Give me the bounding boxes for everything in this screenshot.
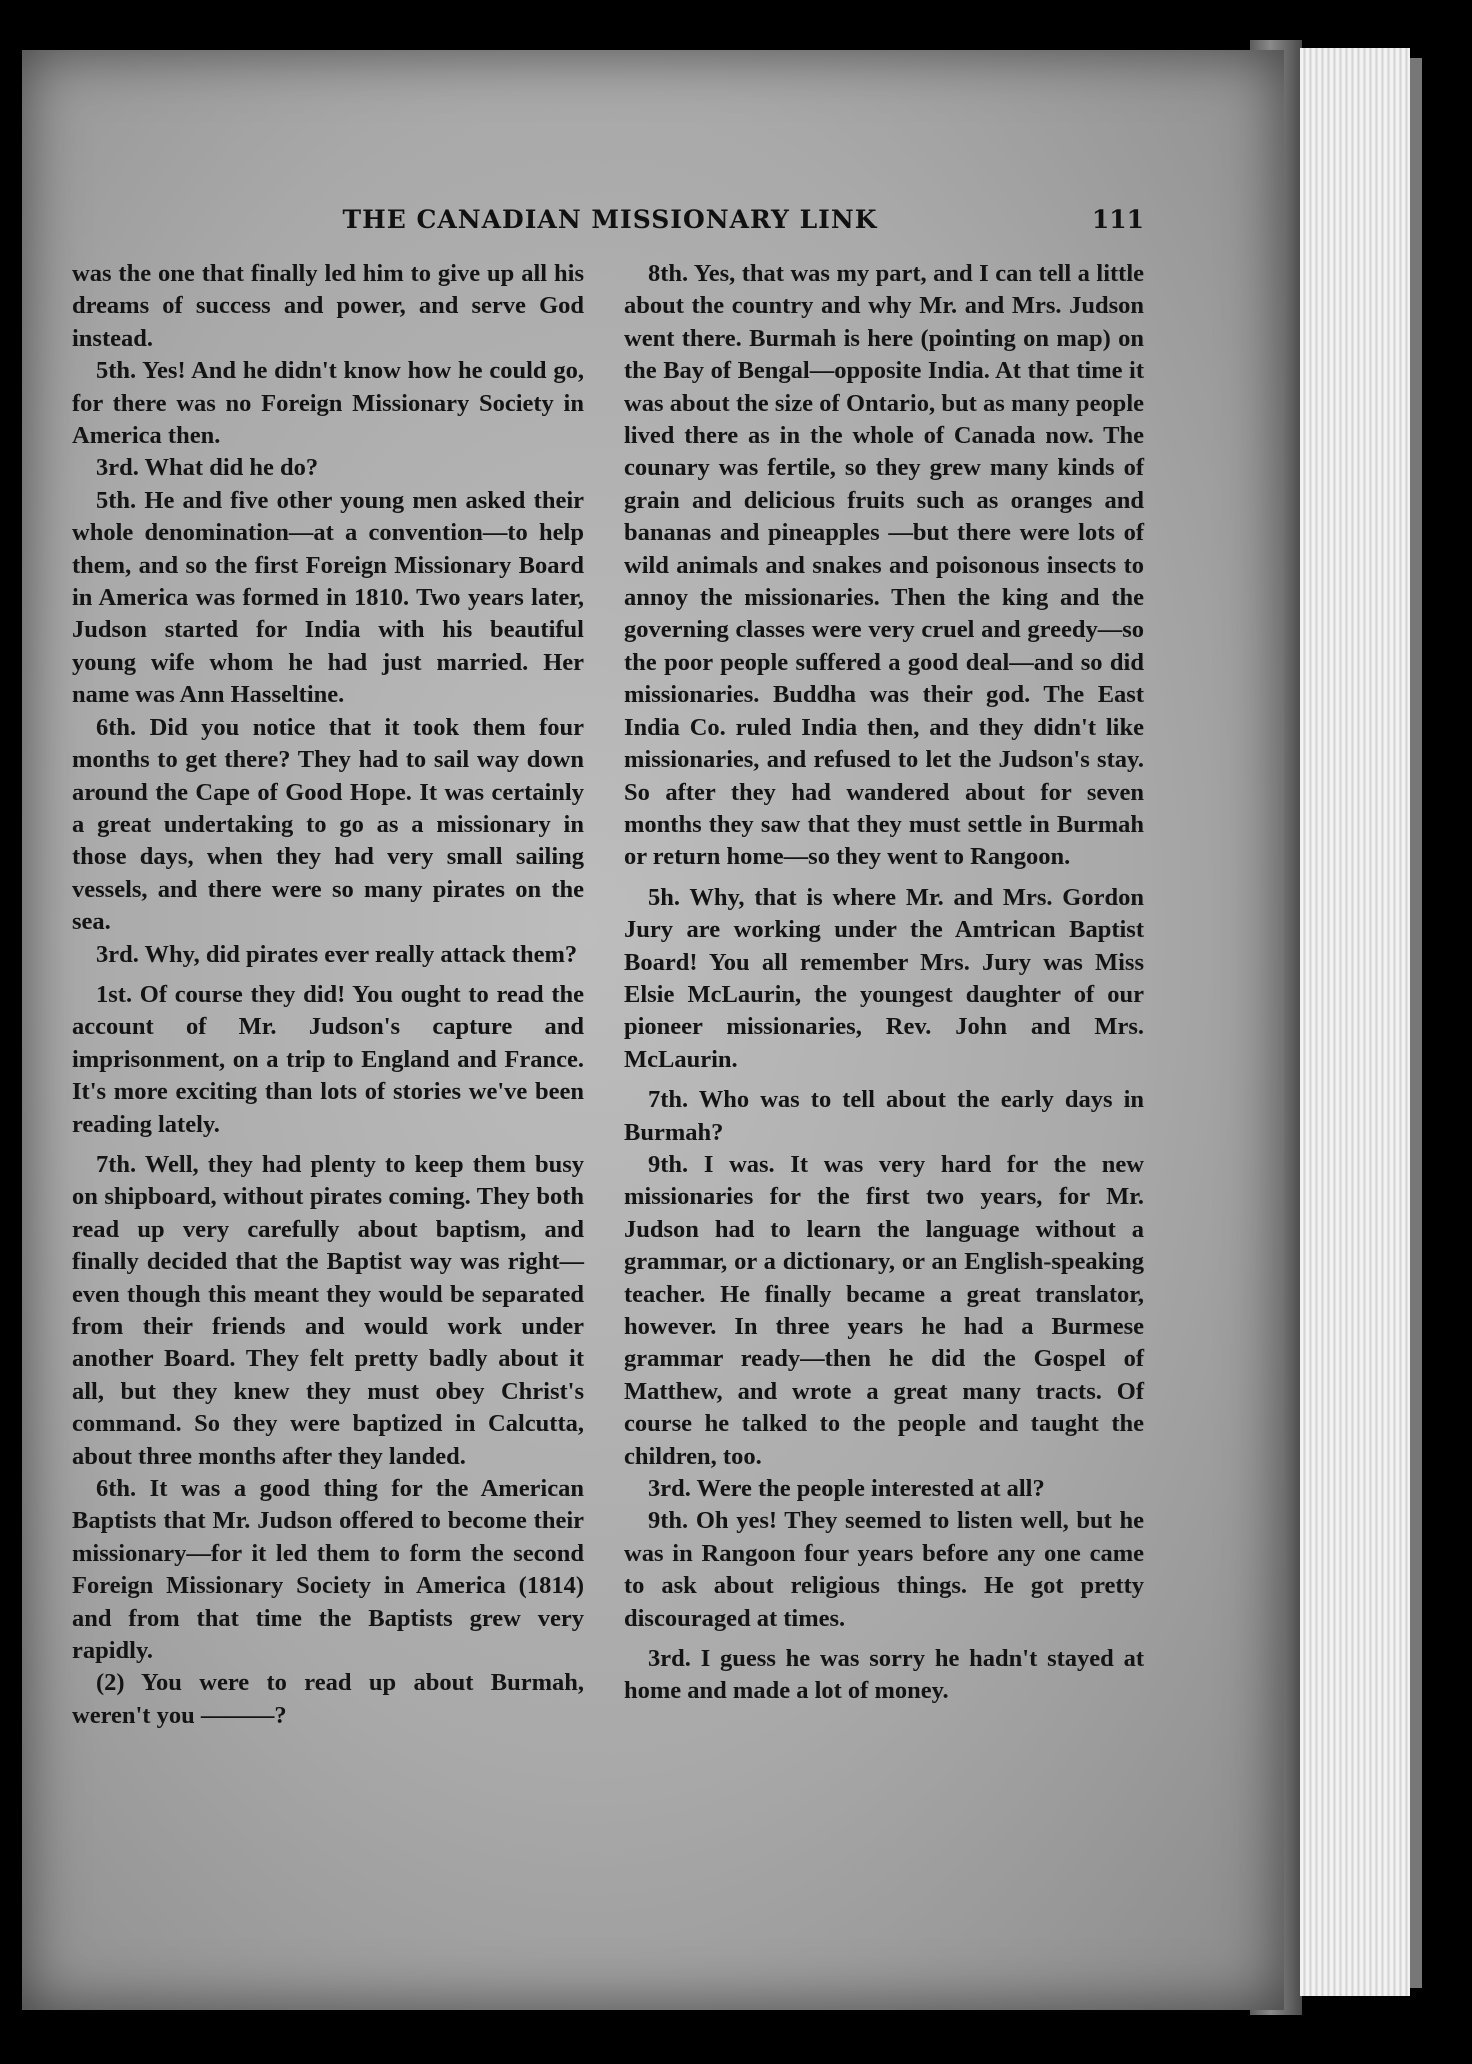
paragraph: 5th. Yes! And he didn't know how he could go, for there was no Foreign Missionary Society in America then. — [72, 357, 584, 450]
paragraph: 9th. Oh yes! They seemed to listen well, but he was in Rangoon four years before any one came to ask about religious things. He got pretty discouraged at times. — [624, 1507, 1144, 1632]
paragraph: 6th. It was a good thing for the American Baptists that Mr. Judson offered to become their missionary—for it led them to form the second Foreign Missionary Society in America (1814) and from that time the Baptists grew very rapidly. — [72, 1475, 584, 1665]
paragraph: 3rd. What did he do? — [96, 454, 319, 482]
paragraph: 3rd. Were the people interested at all? — [648, 1475, 1045, 1503]
page-edges — [1300, 48, 1410, 1996]
paragraph: 3rd. Why, did pirates ever really attack them? — [96, 940, 578, 968]
paragraph: 7th. Well, they had plenty to keep them busy on shipboard, without pirates coming. They both read up very carefully about baptism, and finally decided that the Baptist way was right—even though this meant they would be separated from their friends and would work under another Board. They felt pretty badly about it all, but they knew they must obey Christ's command. So they were baptized in Calcutta, about three months after they landed. — [72, 1150, 584, 1470]
paragraph: 8th. Yes, that was my part, and I can tell a little about the country and why Mr. and Mrs. Judson went there. Burmah is here (pointing on map) on the Bay of Bengal—opposite India. At that time it was about the size of Ontario, but as many people lived there as in the whole of Canada now. The counary was fertile, so they grew many kinds of grain and delicious fruits such as oranges and bananas and pineapples —but there were lots of wild animals and snakes and poisonous insects to annoy the missionaries. Then the king and the governing classes were very cruel and greedy—so the poor people suffered a good deal—and so did missionaries. Buddha was their god. The East India Co. ruled India then, and they didn't like missionaries, and refused to let the Judson's stay. So after they had wandered about for seven months they saw that they must settle in Burmah or return home—so they went to Rangoon. — [624, 260, 1144, 871]
paragraph: 5h. Why, that is where Mr. and Mrs. Gordon Jury are working under the Amtrican Baptist Board! You all remember Mrs. Jury was Miss Elsie McLaurin, the youngest daughter of our pioneer missionaries, Rev. John and Mrs. McLaurin. — [624, 883, 1144, 1073]
paragraph: 3rd. I guess he was sorry he hadn't stayed at home and made a lot of money. — [624, 1645, 1144, 1705]
paragraph: (2) You were to read up about Burmah, weren't you ———? — [72, 1669, 584, 1729]
running-header — [76, 205, 1144, 245]
paragraph: 7th. Who was to tell about the early days in Burmah? — [624, 1086, 1144, 1146]
paragraph: 5th. He and five other young men asked their whole denomination—at a convention—to help them, and so the first Foreign Missionary Board in America was formed in 1810. Two years later, Judson started for India with his beautiful young wife whom he had just married. Her name was Ann Hasseltine. — [72, 486, 584, 709]
left-column — [72, 258, 584, 1732]
paragraph: was the one that finally led him to give up all his dreams of success and power, and serve God instead. — [72, 260, 584, 352]
paragraph: 6th. Did you notice that it took them four months to get there? They had to sail way down around the Cape of Good Hope. It was certainly a great undertaking to go as a missionary in those days, when they had very small sailing vessels, and there were so many pirates on the sea. — [72, 713, 584, 936]
header-title: THE CANADIAN MISSIONARY LINK — [342, 205, 878, 234]
paragraph: 9th. I was. It was very hard for the new missionaries for the first two years, for Mr. Judson had to learn the language without a grammar, or a dictionary, or an English-speaking teacher. He finally became a great translator, however. In three years he had a Burmese grammar ready—then he did the Gospel of Matthew, and wrote a great many tracts. Of course he talked to the people and taught the children, too. — [624, 1150, 1144, 1470]
page-number: 111 — [1091, 205, 1144, 234]
paragraph: 1st. Of course they did! You ought to read the account of Mr. Judson's capture and imprisonment, on a trip to England and France. It's more exciting than lots of stories we've been reading lately. — [72, 980, 584, 1138]
right-column — [624, 258, 1144, 1708]
